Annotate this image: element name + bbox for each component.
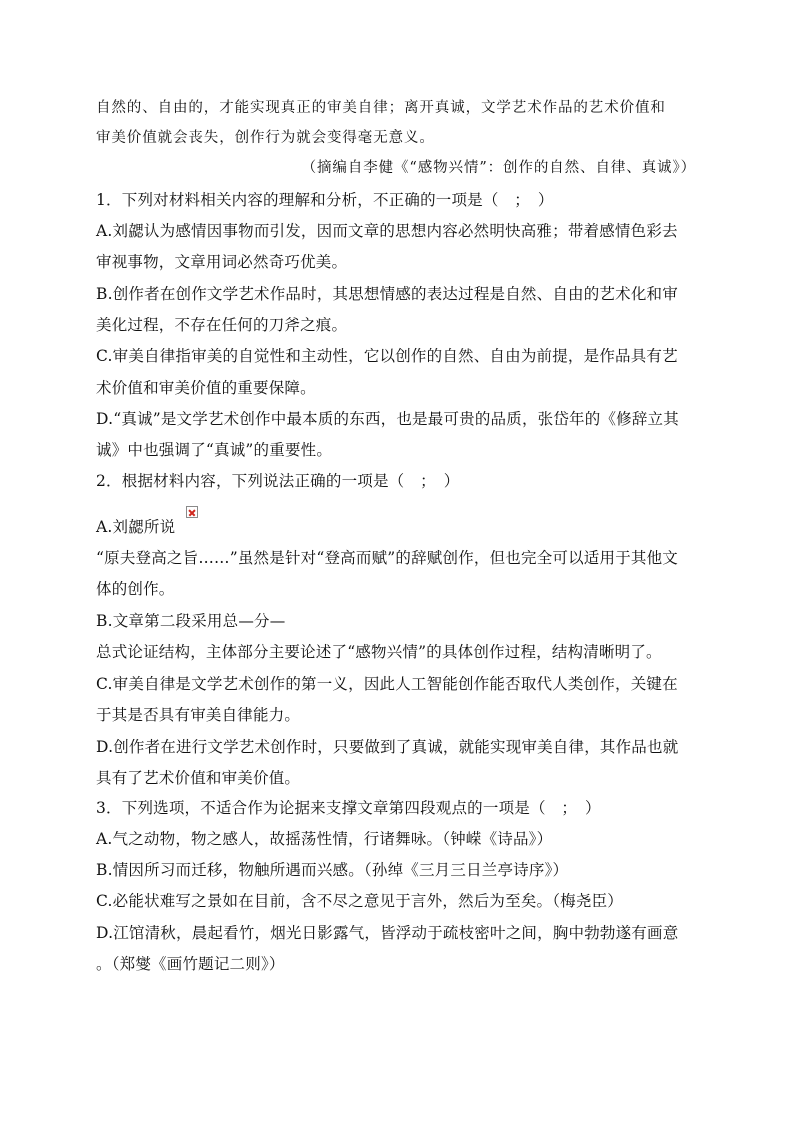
question-2-stem: 2．根据材料内容，下列说法正确的一项是（ ； ） <box>96 472 460 490</box>
question-2-option-c-line-1: C.审美自律是文学艺术创作的第一义，因此人工智能创作能否取代人类创作，关键在 <box>96 675 678 693</box>
question-2-option-a-line-3: 体的创作。 <box>96 580 175 598</box>
passage-source: （摘编自李健《“感物兴情”：创作的自然、自律、真诚》） <box>301 160 696 176</box>
question-3-option-d-line-1: D.江馆清秋，晨起看竹，烟光日影露气，皆浮动于疏枝密叶之间，胸中勃勃遂有画意 <box>96 924 679 942</box>
question-1-option-c-line-2: 术价值和审美价值的重要保障。 <box>96 379 316 397</box>
question-3-option-b: B.情因所习而迁移，物触所遇而兴感。（孙绰《三月三日兰亭诗序》） <box>96 861 569 879</box>
question-1-option-b-line-1: B.创作者在创作文学艺术作品时，其思想情感的表达过程是自然、自由的艺术化和审 <box>96 285 678 303</box>
passage-line-2: 审美价值就会丧失，创作行为就会变得毫无意义。 <box>96 130 435 146</box>
question-3-stem: 3．下列选项，不适合作为论据来支撑文章第四段观点的一项是（ ； ） <box>96 799 601 817</box>
question-1-option-a-line-2: 审视事物，文章用词必然奇巧优美。 <box>96 253 348 271</box>
question-3-option-c: C.必能状难写之景如在目前，含不尽之意见于言外，然后为至矣。（梅尧臣） <box>96 892 623 910</box>
question-2-option-d-line-1: D.创作者在进行文学艺术创作时，只要做到了真诚，就能实现审美自律，其作品也就 <box>96 738 679 756</box>
broken-image-icon <box>186 506 198 518</box>
question-2-option-a-line-1: A.刘勰所说 <box>96 518 176 536</box>
question-2-option-d-line-2: 具有了艺术价值和审美价值。 <box>96 769 301 787</box>
question-2-option-c-line-2: 于其是否具有审美自律能力。 <box>96 706 301 724</box>
question-2-option-b-line-2: 总式论证结构，主体部分主要论述了“感物兴情”的具体创作过程，结构清晰明了。 <box>96 643 662 661</box>
question-1-option-a-line-1: A.刘勰认为感情因事物而引发，因而文章的思想内容必然明快高雅；带着感情色彩去 <box>96 222 678 240</box>
question-3-option-d-line-2: 。（郑燮《画竹题记二则》） <box>96 955 285 973</box>
question-1-option-d-line-2: 诚》中也强调了“真诚”的重要性。 <box>96 441 333 459</box>
question-2-option-a-line-2: “原夫登高之旨……”虽然是针对“登高而赋”的辞赋创作，但也完全可以适用于其他文 <box>96 549 678 567</box>
question-1-option-c-line-1: C.审美自律指审美的自觉性和主动性，它以创作的自然、自由为前提，是作品具有艺 <box>96 347 678 365</box>
question-1-stem: 1．下列对材料相关内容的理解和分析，不正确的一项是（ ； ） <box>96 191 554 209</box>
passage-line-1: 自然的、自由的，才能实现真正的审美自律；离开真诚，文学艺术作品的艺术价值和 <box>96 100 666 116</box>
question-3-option-a: A.气之动物，物之感人，故摇荡性情，行诸舞咏。（钟嵘《诗品》） <box>96 830 553 848</box>
question-1-option-b-line-2: 美化过程，不存在任何的刀斧之痕。 <box>96 316 348 334</box>
question-2-option-b-line-1: B.文章第二段采用总—分— <box>96 612 286 630</box>
question-1-option-d-line-1: D.“真诚”是文学艺术创作中最本质的东西，也是最可贵的品质，张岱年的《修辞立其 <box>96 410 679 428</box>
